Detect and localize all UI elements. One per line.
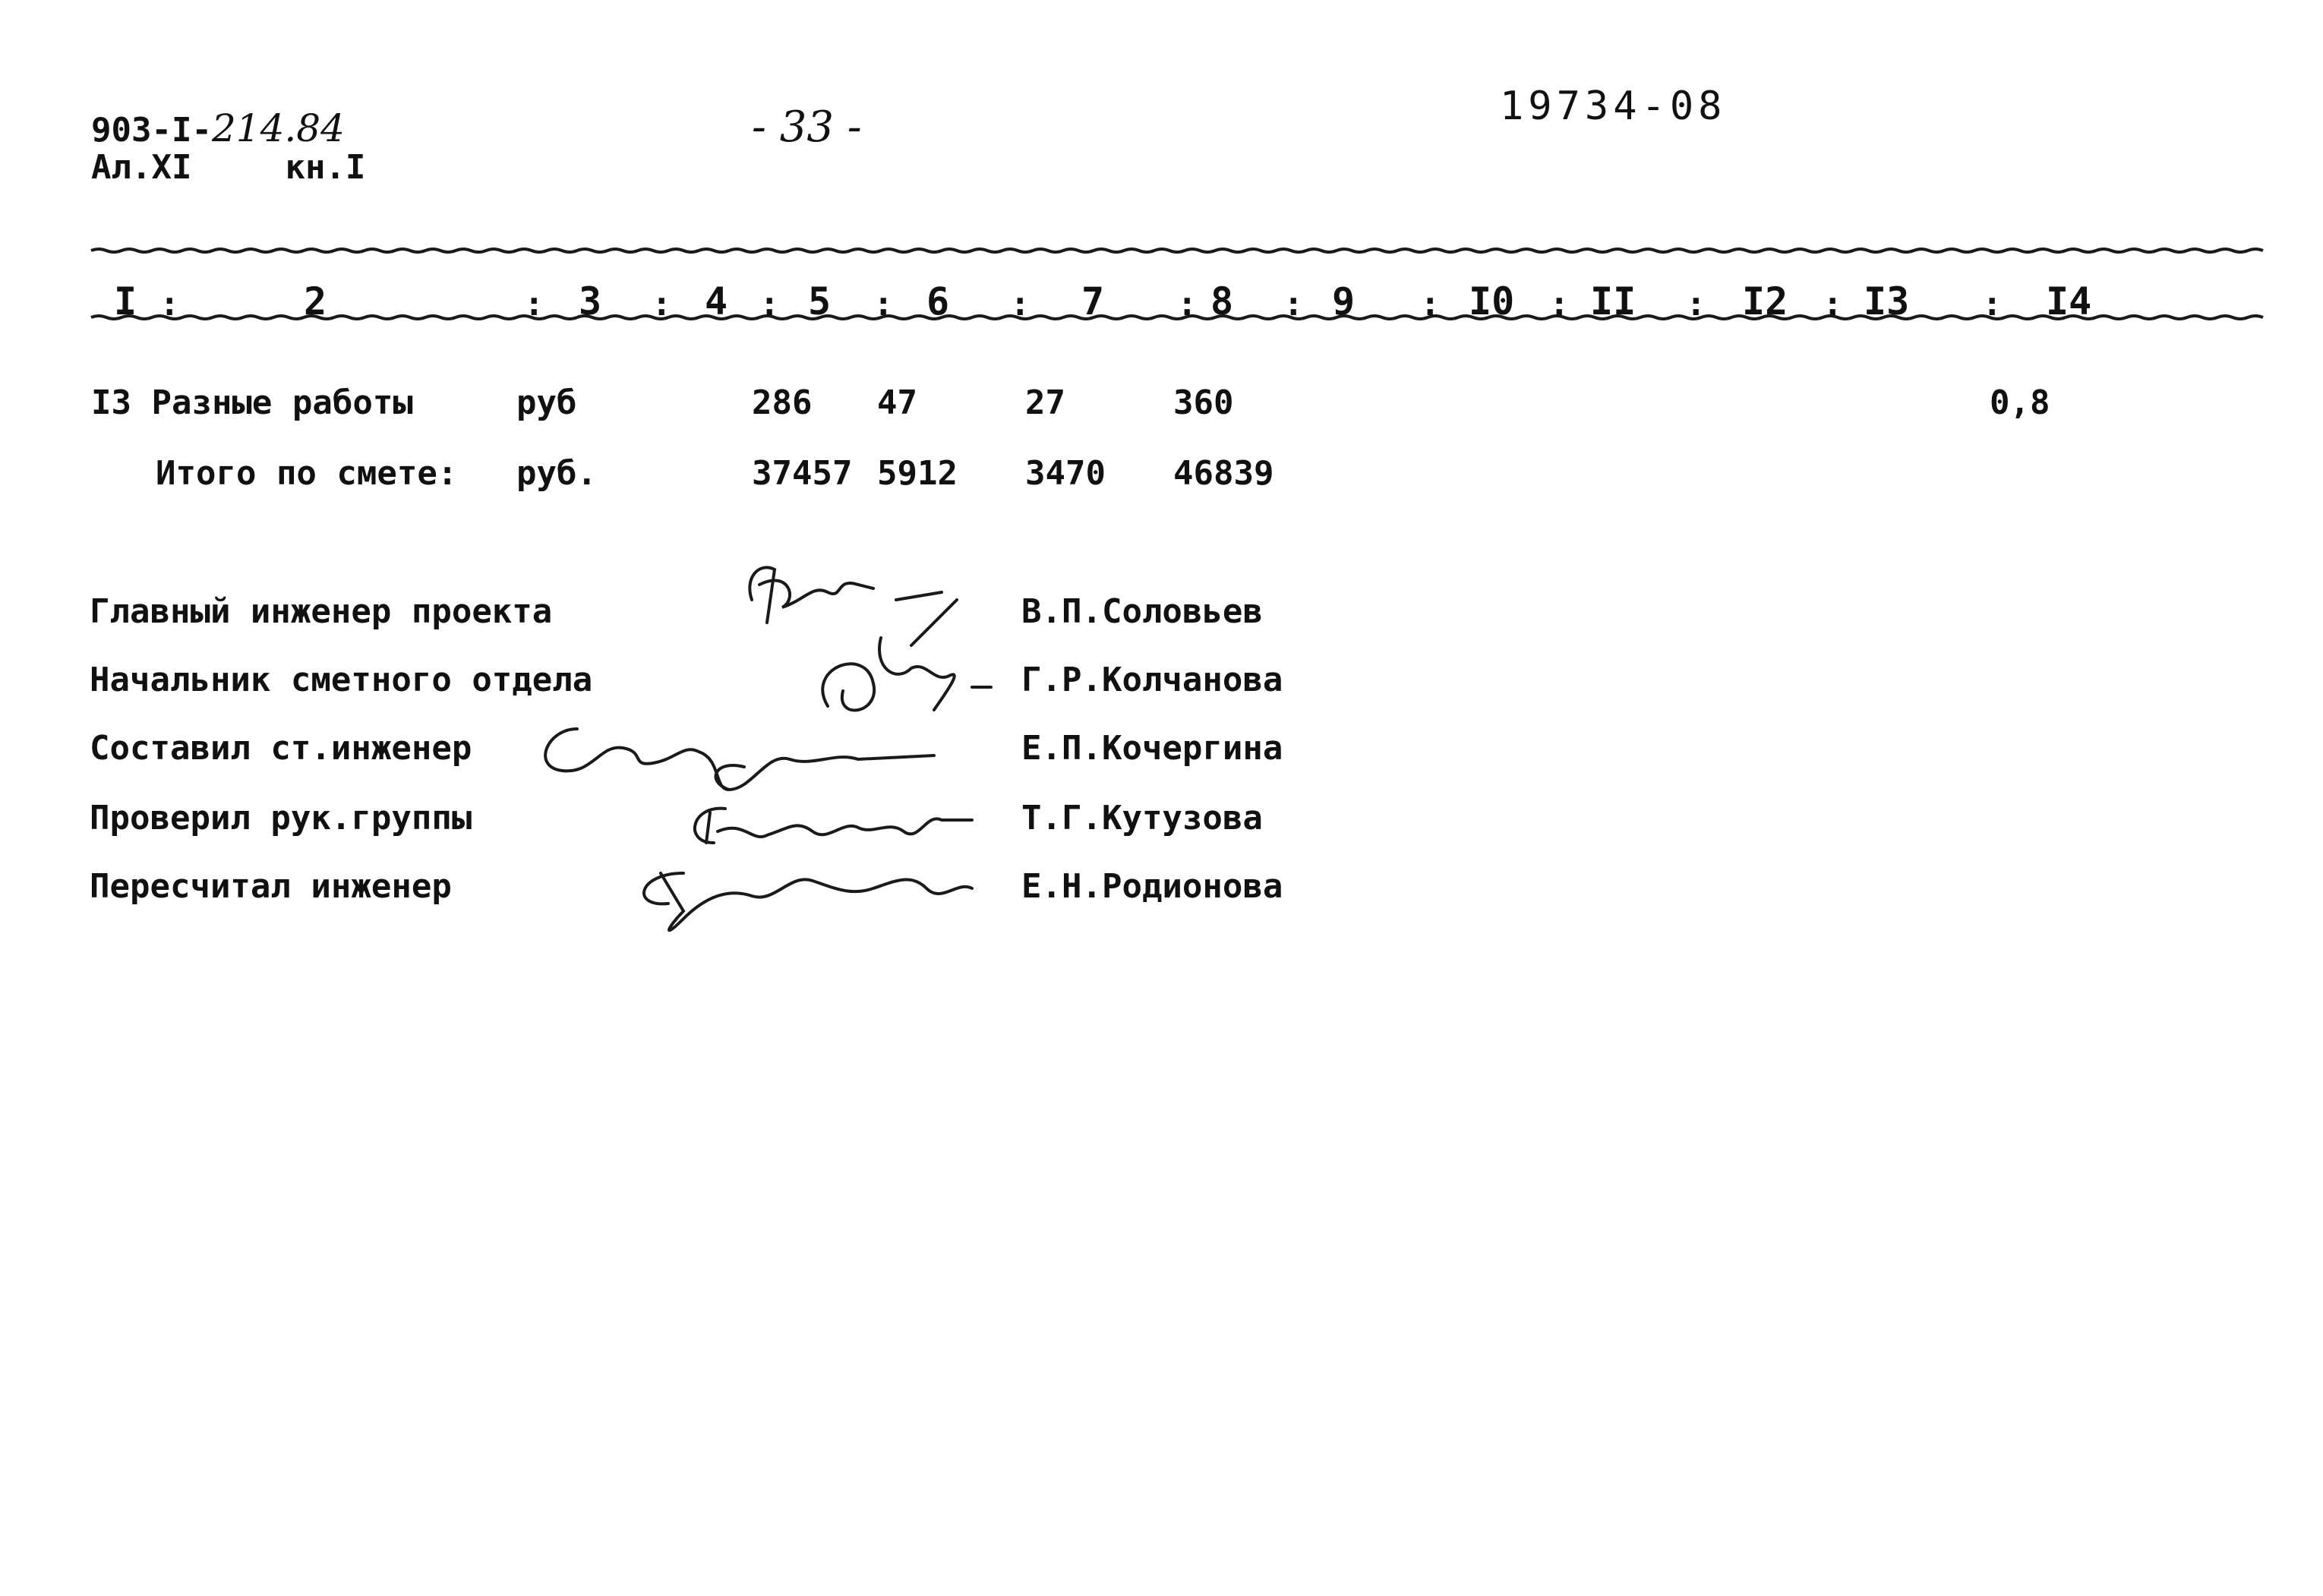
column-number: 4: [705, 279, 728, 323]
column-number: I2: [1742, 279, 1788, 323]
signer-role: Проверил рук.группы: [90, 799, 472, 837]
signer-role: Главный инженер проекта: [90, 592, 553, 631]
column-number: 3: [579, 279, 602, 323]
column-number: 2: [304, 279, 327, 323]
row-unit: руб.: [516, 454, 597, 493]
column-number: I4: [2046, 279, 2092, 323]
row-cell-8: 360: [1173, 383, 1234, 422]
table-top-rule: [91, 249, 2263, 252]
row-label: Итого по смете:: [156, 454, 458, 493]
document-number: 19734-08: [1500, 84, 1727, 129]
signer-name: Г.Р.Колчанова: [1021, 661, 1283, 699]
signer-role: Составил ст.инженер: [90, 729, 472, 768]
column-number: 9: [1332, 279, 1356, 323]
document-code-printed: 903-I-: [91, 111, 212, 150]
row-unit: руб: [516, 383, 577, 422]
column-number: I: [114, 279, 137, 323]
row-cell-7: 3470: [1025, 454, 1106, 493]
row-label: I3 Разные работы: [91, 383, 413, 422]
signer-role: Пересчитал инженер: [90, 867, 452, 906]
column-number: I3: [1864, 279, 1910, 323]
row-cell-8: 46839: [1173, 454, 1274, 493]
page-number: - 33 -: [752, 103, 862, 152]
row-cell-6: 5912: [877, 454, 958, 493]
column-number: 5: [808, 279, 832, 323]
document-code-handwritten: 214.84: [211, 106, 345, 150]
column-number: 7: [1081, 279, 1105, 323]
signature-head-estimates: [822, 638, 991, 710]
signature-group-lead: [695, 809, 972, 843]
signature-senior-engineer: [545, 729, 934, 790]
row-cell-6: 47: [877, 383, 917, 422]
signer-name: Т.Г.Кутузова: [1021, 799, 1263, 837]
column-number: 8: [1210, 279, 1234, 323]
row-cell-13: 0,8: [1990, 383, 2050, 422]
signer-name: В.П.Соловьев: [1021, 592, 1263, 631]
column-number: I0: [1469, 279, 1515, 323]
album-label: Ал.XI: [91, 148, 192, 187]
column-number: II: [1590, 279, 1637, 323]
signature-chief-engineer: [750, 567, 957, 645]
signer-name: Е.Н.Родионова: [1021, 867, 1283, 906]
row-cell-5: 286: [752, 383, 813, 422]
book-label: кн.I: [285, 148, 366, 187]
row-cell-7: 27: [1025, 383, 1065, 422]
row-cell-5: 37457: [752, 454, 853, 493]
signer-role: Начальник сметного отдела: [90, 661, 593, 699]
column-number: 6: [926, 279, 950, 323]
signer-name: Е.П.Кочергина: [1021, 729, 1283, 768]
signature-recalc-engineer: [644, 873, 972, 930]
